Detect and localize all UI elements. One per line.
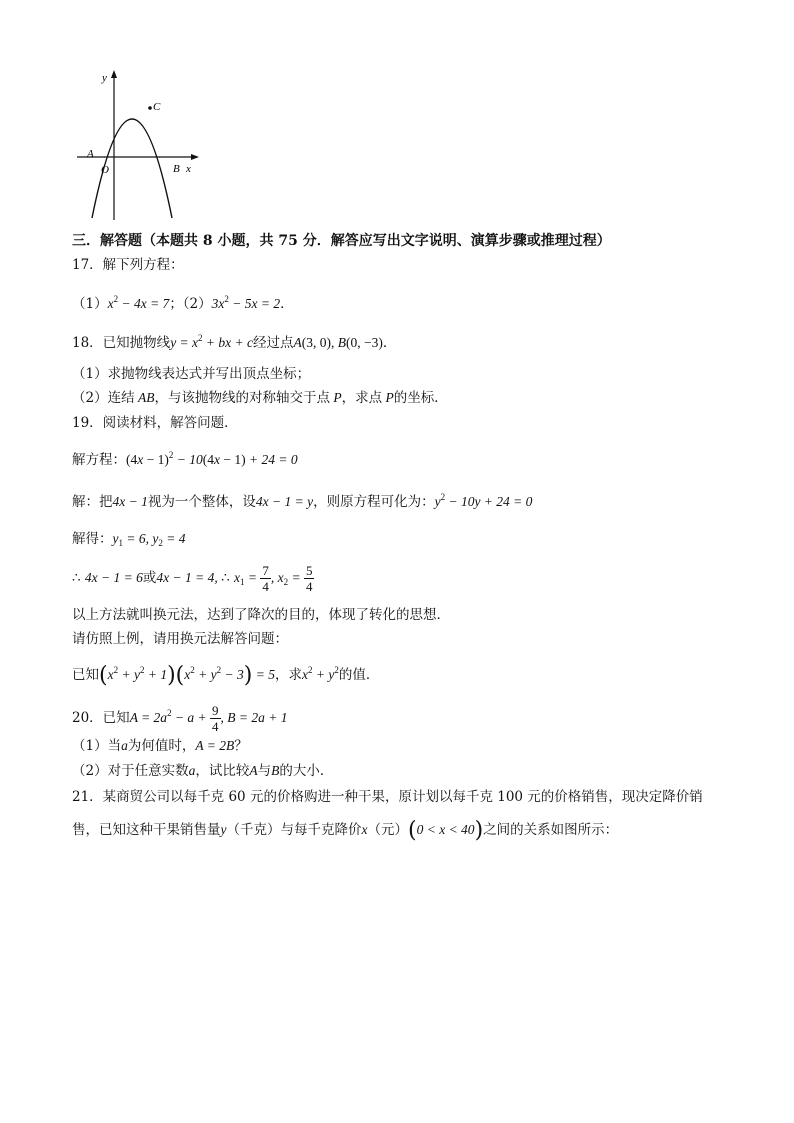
q18-part2-a: （2）连结	[72, 390, 135, 406]
q21-line2-b: （千克）与每千克降价	[226, 822, 362, 838]
q19-eq: $(4x - 1)^2 - 10(4x - 1) + 24 = 0$	[126, 450, 298, 467]
label-o: O	[101, 164, 109, 176]
q17-equations: $(1)x^2 - 4x = 7$；$(2)3x^2 - 5x = 2$．	[72, 294, 294, 312]
q20-intro: 20．已知	[72, 710, 130, 726]
q20-part2-d: 的大小．	[279, 763, 334, 779]
parabola-figure	[75, 68, 205, 223]
q18-intro: 18．已知抛物线	[72, 335, 171, 351]
q19-solved: 解得：$y_1 = 6$, $y_2 = 4$	[72, 531, 186, 548]
q21-line2-c: （元）	[367, 822, 408, 838]
q18-end: ．	[382, 335, 397, 351]
q19-or: 或	[142, 570, 157, 586]
q19-solved-label: 解得：	[72, 531, 113, 547]
q20-stem: 20．已知$A = 2a^2 - a$ + $\frac{9}{4}$ , B = 2a + 1	[72, 703, 288, 734]
q18-part2-c: ，求点	[341, 390, 383, 406]
point-c	[148, 106, 152, 110]
q21-line2-d: 之间的关系如图所示：	[483, 822, 619, 838]
q19-known-b: ，求	[274, 667, 302, 683]
label-a: A	[87, 148, 94, 160]
q17-eq1: $x^2 - 4x = 7$	[107, 294, 170, 311]
q19-sol-c: ，则原方程可化为：	[313, 494, 435, 510]
q17-part1-label: （1）	[72, 296, 108, 312]
label-c: C	[153, 101, 161, 113]
q19-known-a: 已知	[72, 667, 99, 683]
q18-part1: （1）求抛物线表达式并写出顶点坐标；	[72, 366, 311, 382]
q19-equation	[72, 446, 298, 469]
q18-points: A(3, 0), B(0, −3)	[293, 335, 383, 350]
label-y: y	[102, 72, 107, 84]
q21-line1: 21．某商贸公司以每千克 60 元的价格购进一种干果，原计划以每千克 100 元的价格销售，现决定降价销	[72, 789, 703, 805]
q20-part2-a: （2）对于任意实数	[72, 763, 189, 779]
q20-part2: （2）对于任意实数a，试比较A与B的大小．	[72, 763, 334, 779]
q20-part1-a: （1）当	[72, 738, 122, 754]
q21-line2: 售，已知这种干果销售量y（千克）与每千克降价x（元）(0 < x < 40)之间的关系如图所示：	[72, 818, 619, 843]
q17-part2-label: ；（2）	[169, 296, 212, 312]
x-axis-arrow	[191, 154, 199, 160]
q18-part2-d: 的坐标．	[393, 390, 448, 406]
q19-prompt: 请仿照上例，请用换元法解答问题：	[72, 631, 288, 647]
q20-part1-c: ？	[234, 738, 248, 754]
q19-known-c: 的值．	[338, 667, 380, 683]
q19-sol-a: 解：把	[72, 494, 113, 510]
q19-conclusion: 以上方法就叫换元法，达到了降次的目的，体现了转化的思想．	[72, 607, 450, 623]
q20-part2-b: ，试比较	[195, 763, 250, 779]
q19-title: 19．阅读材料，解答问题．	[72, 415, 238, 431]
section-heading: 三．解答题（本题共 8 小题，共 75 分．解答应写出文字说明、演算步骤或推理过程）	[72, 233, 611, 249]
q19-roots: ∴ 4x − 1 = 6或4x − 1 = 4, ∴ $x_1$ = $\frac{7}{4}$ , $x_2$ = $\frac{5}{4}$	[72, 563, 313, 594]
q19-sol-b: 视为一个整体，设	[147, 494, 256, 510]
q20-part1: （1）当a为何值时，A = 2B？	[72, 738, 248, 754]
q19-known: 已知$(x^2 + y^2 + 1)(x^2 + y^2 - 3) = 5$，求$x^2 + y^2$的值．	[72, 663, 380, 688]
q17-eq2: $3x^2 - 5x = 2$	[211, 294, 281, 311]
q19-solution: 解：把4x − 1视为一个整体，设4x − 1 = y，则原方程可化为：$y^2 - 10y + 24 = 0$	[72, 492, 533, 510]
q21-line2-a: 售，已知这种干果销售量	[72, 822, 221, 838]
q17-title: 17．解下列方程：	[72, 257, 184, 273]
q18-pass: 经过点	[253, 335, 294, 351]
q18-parabola: $y = x^2$ + bx + c	[170, 333, 253, 350]
q18-part2-b: ，与该抛物线的对称轴交于点	[154, 390, 330, 406]
y-axis-arrow	[111, 70, 117, 78]
q20-part1-b: 为何值时，	[127, 738, 196, 754]
q18-part2: （2）连结 AB，与该抛物线的对称轴交于点 P，求点 P的坐标．	[72, 390, 448, 406]
q20-part2-c: 与	[257, 763, 272, 779]
q18-stem	[72, 329, 396, 352]
q19-eq-label: 解方程：	[72, 452, 126, 468]
label-b: B	[173, 163, 180, 175]
label-x: x	[186, 163, 191, 175]
